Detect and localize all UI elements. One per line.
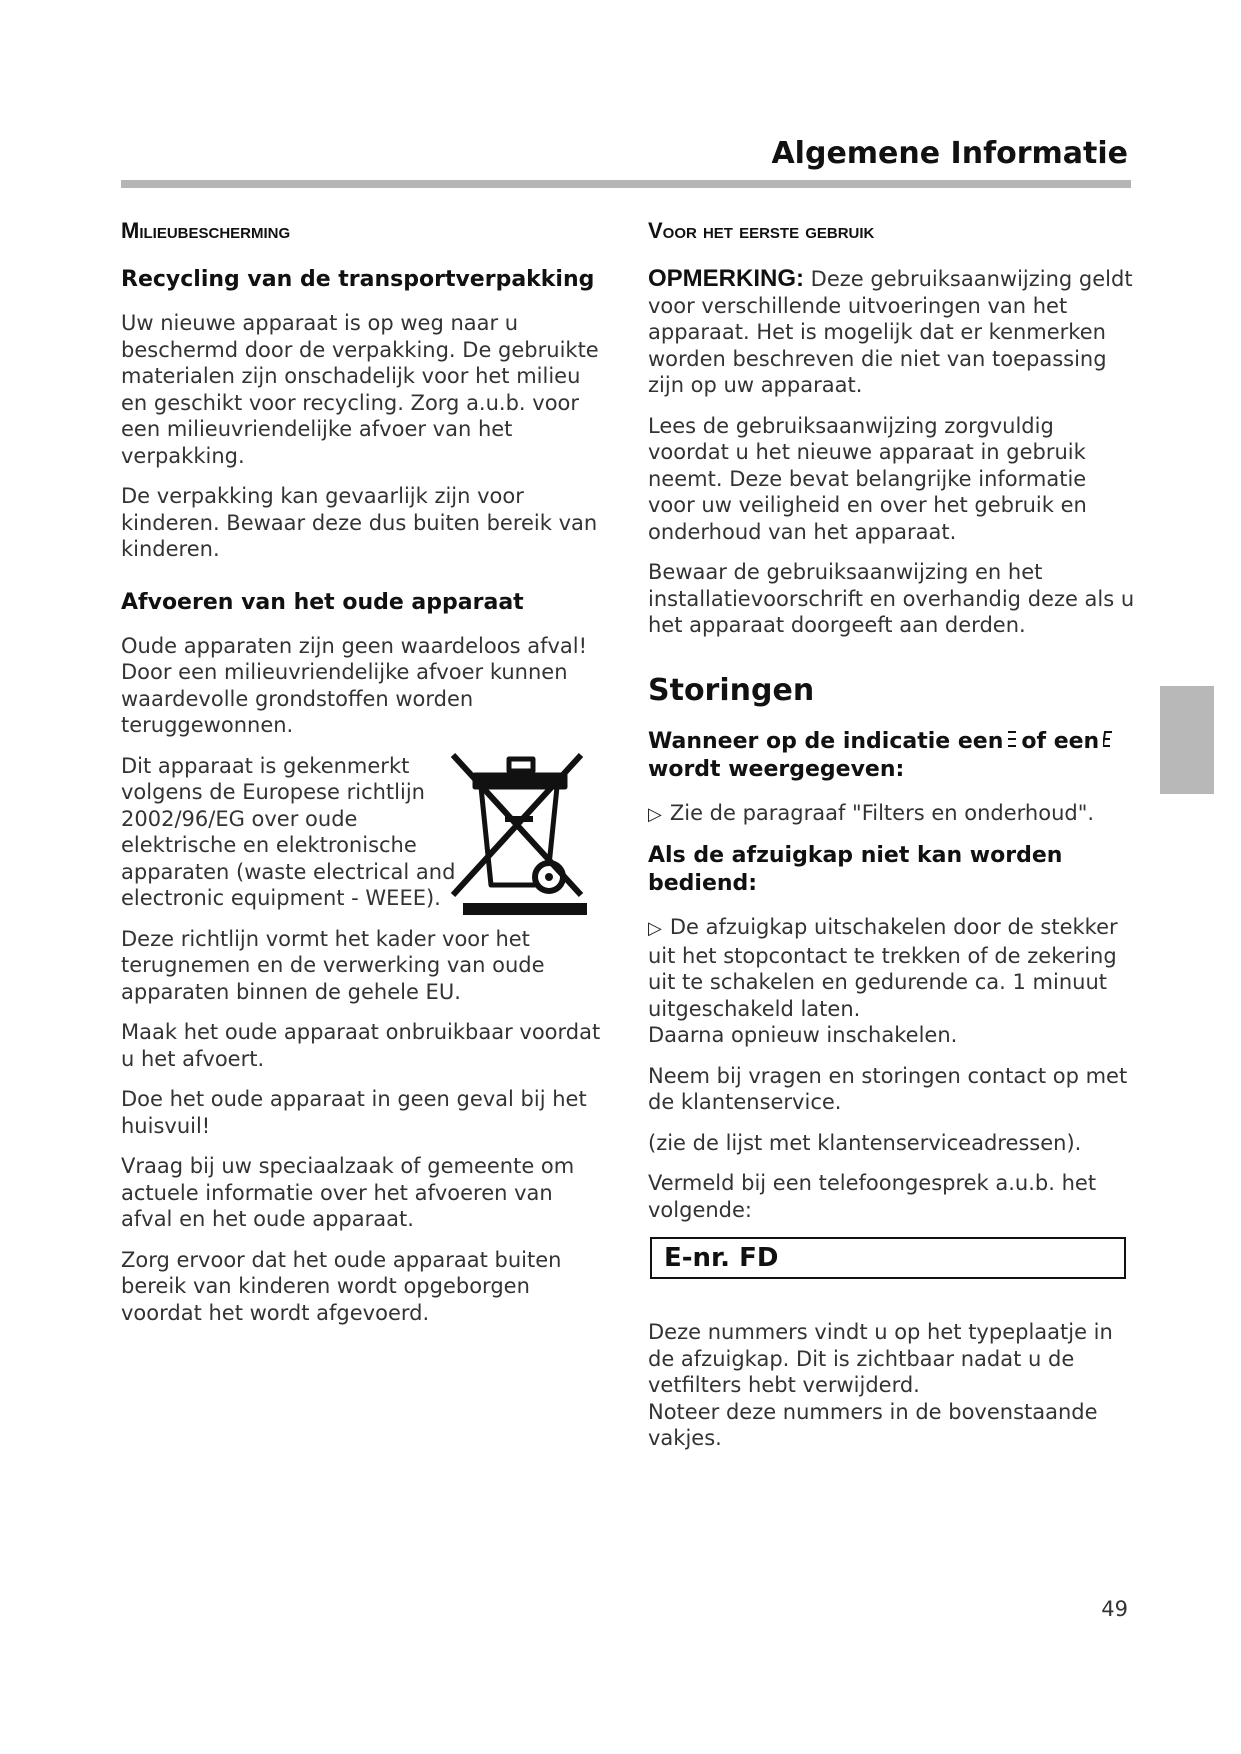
title-rule <box>121 180 1131 188</box>
paragraph-verpakking: Uw nieuwe apparaat is op weg naar u beschermd door de verpakking. De gebruikte materialen zijn onschadelijk voor het milieu en geschikt voor recycling. Zorg a.u.b. voor een milieuvriendelijke afvoer van het verpakking. <box>121 311 599 468</box>
question-indicatie-part2: of een <box>1021 728 1100 754</box>
page-title: Algemene Informatie <box>771 136 1128 171</box>
question-indicatie-part1: Wanneer op de indicatie een <box>648 728 1004 754</box>
answer-filters <box>648 800 1138 829</box>
answer-uitschakelen-text: De afzuigkap uitschakelen door de stekker uit het stopcontact te trekken of de zekering uit te schakelen en gedurende ca. 1 minuut uitgeschakeld laten. <box>648 915 1118 1021</box>
weee-block <box>121 753 601 912</box>
paragraph-vraag: Vraag bij uw speciaalzaak of gemeente om actuele informatie over het afvoeren van afval en het oude apparaat. <box>121 1154 575 1231</box>
question-indicatie <box>648 728 1138 784</box>
play-triangle-icon: ▷ <box>648 803 662 825</box>
section-title-milieubescherming: Milieubescherming <box>121 218 291 243</box>
paragraph-opmerking <box>648 266 1138 399</box>
paragraph-oude-apparaten: Oude apparaten zijn geen waardeloos afval! Door een milieuvriendelijke afvoer kunnen waardevolle grondstoffen worden teruggewonnen. <box>121 633 588 737</box>
right-column <box>648 218 1138 1466</box>
play-triangle-icon: ▷ <box>648 918 662 939</box>
paragraph-vermeld: Vermeld bij een telefoongesprek a.u.b. het volgende: <box>648 1171 1097 1222</box>
section-title-eerste-gebruik: Voor het eerste gebruik <box>648 218 875 243</box>
enr-fd-box: E-nr. FD <box>650 1237 1126 1279</box>
question-indicatie-part3: wordt weergegeven: <box>648 756 905 782</box>
paragraph-onbruikbaar: Maak het oude apparaat onbruikbaar voordat u het afvoert. <box>121 1020 601 1071</box>
paragraph-lees: Lees de gebruiksaanwijzing zorgvuldig voordat u het nieuwe apparaat in gebruik neemt. Deze bevat belangrijke informatie voor uw veiligheid en over het gebruik en onderhoud van het apparaat. <box>648 413 1087 544</box>
paragraph-huisvuil: Doe het oude apparaat in geen geval bij het huisvuil! <box>121 1087 587 1138</box>
crossed-out-bin-icon <box>449 749 589 921</box>
note-label: OPMERKING: <box>648 265 804 292</box>
paragraph-zorg: Zorg ervoor dat het oude apparaat buiten bereik van kinderen wordt opgeborgen voordat het wordt afgevoerd. <box>121 1247 562 1325</box>
page-number: 49 <box>1101 1597 1128 1621</box>
paragraph-weee: Dit apparaat is gekenmerkt volgens de Europese richtlijn 2002/96/EG over oude elektrische en elektronische apparaten (waste electrical and electronic equipment - WEEE). <box>121 753 456 910</box>
subheading-afvoeren: Afvoeren van het oude apparaat <box>121 589 524 615</box>
paragraph-noteer: Noteer deze nummers in de bovenstaande vakjes. <box>648 1399 1098 1450</box>
answer-uitschakelen <box>648 914 1138 1049</box>
heading-storingen: Storingen <box>648 672 815 708</box>
question-bediend: Als de afzuigkap niet kan worden bediend: <box>648 843 1063 896</box>
paragraph-richtlijn: Deze richtlijn vormt het kader voor het terugnemen en de verwerking van oude apparaten binnen de gehele EU. <box>121 926 545 1004</box>
paragraph-gevaarlijk: De verpakking kan gevaarlijk zijn voor kinderen. Bewaar deze dus buiten bereik van kinderen. <box>121 484 598 561</box>
side-tab-marker <box>1160 686 1214 794</box>
paragraph-nummers: Deze nummers vindt u op het typeplaatje in de afzuigkap. Dit is zichtbaar nadat u de vetfilters hebt verwijderd. <box>648 1320 1113 1397</box>
answer-inschakelen-text: Daarna opnieuw inschakelen. <box>648 1023 958 1047</box>
display-symbol-1-icon <box>1007 728 1017 746</box>
paragraph-bewaar: Bewaar de gebruiksaanwijzing en het installatievoorschrift en overhandig deze als u het apparaat doorgeeft aan derden. <box>648 560 1135 637</box>
subheading-recycling: Recycling van de transportverpakking <box>121 267 595 292</box>
display-symbol-2-icon <box>1103 728 1113 746</box>
left-column <box>121 218 601 1340</box>
answer-filters-text: Zie de paragraaf "Filters en onderhoud". <box>669 800 1095 825</box>
paragraph-neem: Neem bij vragen en storingen contact op met de klantenservice. <box>648 1063 1128 1114</box>
paragraph-zie-lijst: (zie de lijst met klantenserviceadressen). <box>648 1130 1082 1155</box>
note-text: Deze gebruiksaanwijzing geldt voor verschillende uitvoeringen van het apparaat. Het is mogelijk dat er kenmerken worden beschreven die niet van toepassing zijn op uw apparaat. <box>648 267 1133 397</box>
